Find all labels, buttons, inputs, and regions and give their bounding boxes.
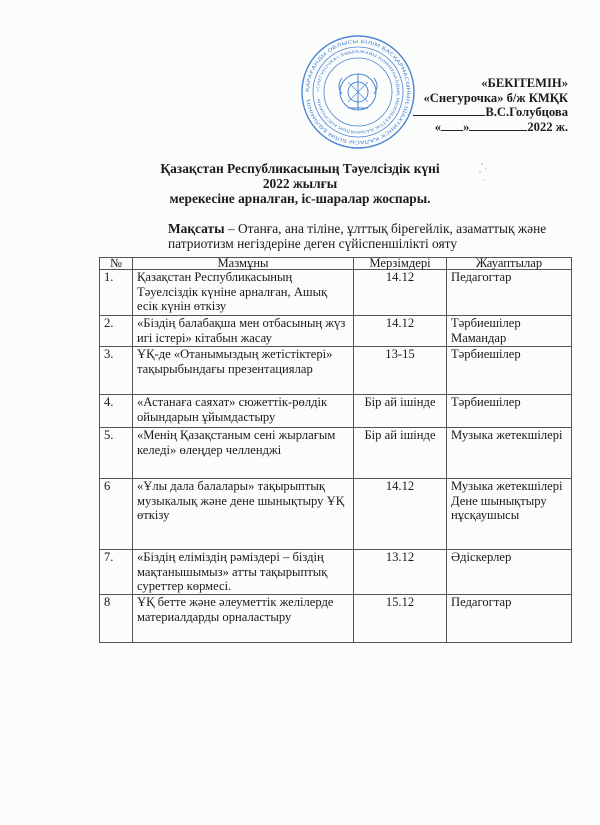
row-number: 7.	[100, 550, 133, 595]
row-responsible: Тәрбиешілер Мамандар	[447, 316, 572, 347]
official-seal-stamp	[300, 34, 416, 150]
row-responsible: Музыка жетекшілері	[447, 428, 572, 479]
row-date: Бір ай ішінде	[354, 395, 447, 428]
goal-paragraph	[168, 221, 588, 251]
header-responsible: Жауаптылар	[447, 258, 572, 270]
row-date: 13-15	[354, 347, 447, 395]
row-number: 5.	[100, 428, 133, 479]
goal-text: Отанға, ана тіліне, ұлттық бірегейлік, азаматтық және патриотизм негіздеріне деген сүйіспеншілікті ояту	[168, 221, 547, 251]
row-number: 4.	[100, 395, 133, 428]
row-number: 3.	[100, 347, 133, 395]
date-close-quote: »	[463, 119, 470, 134]
row-date: 14.12	[354, 270, 447, 316]
approval-signature-line	[413, 105, 568, 120]
header-number: №	[100, 258, 133, 270]
title-line-1: Қазақстан Республикасының Тәуелсіздік күні	[160, 161, 440, 176]
seal-inner-text: «СНЕГУРОЧКА» БӨБЕКЖАЙЫ КОММУНАЛДЫҚ МЕМЛЕКЕТТІК ҚАЗЫНАЛЫҚ КӘСІПОРНЫ	[314, 48, 402, 136]
seal-outer-text: ҚАРАҒАНДЫ ОБЛЫСЫ БІЛІМ БАСҚАРМАСЫНЫҢ ШАХТИНСК ҚАЛАСЫ БІЛІМ БӨЛІМІНІҢ	[305, 39, 411, 145]
row-date: 14.12	[354, 316, 447, 347]
goal-dash: –	[224, 221, 238, 236]
date-open-quote: «	[434, 119, 442, 134]
row-content: ҰҚ бетте және әлеуметтік желілерде материалдарды орналастыру	[133, 595, 354, 643]
row-responsible: Педагогтар	[447, 270, 572, 316]
events-plan-table	[99, 257, 572, 643]
approval-block	[413, 76, 568, 134]
approval-organization: «Снегурочка» б/ж КМҚК	[423, 90, 568, 105]
row-content: «Менің Қазақстаным сені жырлағым келеді» өлеңдер челленджі	[133, 428, 354, 479]
row-date: 13.12	[354, 550, 447, 595]
table-row	[100, 479, 572, 550]
goal-label: Мақсаты	[168, 221, 225, 236]
row-content: «Біздің еліміздің рәміздері – біздің мақтанышымыз» атты тақырыптық суреттер көрмесі.	[133, 550, 354, 595]
table-row	[100, 270, 572, 316]
table-row	[100, 395, 572, 428]
approval-heading: «БЕКІТЕМІН»	[481, 76, 568, 90]
day-blank	[441, 130, 463, 131]
row-number: 8	[100, 595, 133, 643]
scan-specks	[476, 160, 496, 190]
emblem-icon	[339, 74, 377, 110]
table-row	[100, 316, 572, 347]
title-line-2: 2022 жылғы	[262, 176, 338, 191]
header-content: Мазмұны	[133, 258, 354, 270]
table-row	[100, 347, 572, 395]
row-date: Бір ай ішінде	[354, 428, 447, 479]
table-row	[100, 428, 572, 479]
approval-date-line	[413, 120, 568, 135]
row-content: «Астанаға саяхат» сюжеттік-рөлдік ойындарын ұйымдастыру	[133, 395, 354, 428]
row-content: ҰҚ-де «Отанымыздың жетістіктері» тақырыбындағы презентациялар	[133, 347, 354, 395]
table-header-row	[100, 258, 572, 270]
month-blank	[469, 130, 527, 131]
header-dates: Мерзімдері	[354, 258, 447, 270]
signature-line	[413, 115, 485, 116]
approval-year: 2022 ж.	[527, 119, 568, 134]
row-responsible: Тәрбиешілер	[447, 395, 572, 428]
document-title	[0, 161, 600, 206]
row-responsible: Әдіскерлер	[447, 550, 572, 595]
row-content: «Біздің балабақша мен отбасының жүз игі істері» кітабын жасау	[133, 316, 354, 347]
row-number: 2.	[100, 316, 133, 347]
row-date: 15.12	[354, 595, 447, 643]
table-row	[100, 595, 572, 643]
row-responsible: Педагогтар	[447, 595, 572, 643]
row-content: Қазақстан Республикасының Тәуелсіздік күніне арналған, Ашық есік күнін өткізу	[133, 270, 354, 316]
table-row	[100, 550, 572, 595]
row-responsible: Музыка жетекшілері Дене шынықтыру нұсқаушысы	[447, 479, 572, 550]
row-content: «Ұлы дала балалары» тақырыптық музыкалық және дене шынықтыру ҰҚ өткізу	[133, 479, 354, 550]
row-date: 14.12	[354, 479, 447, 550]
row-responsible: Тәрбиешілер	[447, 347, 572, 395]
approval-signatory: В.С.Голубцова	[485, 105, 568, 120]
row-number: 1.	[100, 270, 133, 316]
title-line-3: мерекесіне арналған, іс-шаралар жоспары.	[169, 191, 431, 206]
row-number: 6	[100, 479, 133, 550]
